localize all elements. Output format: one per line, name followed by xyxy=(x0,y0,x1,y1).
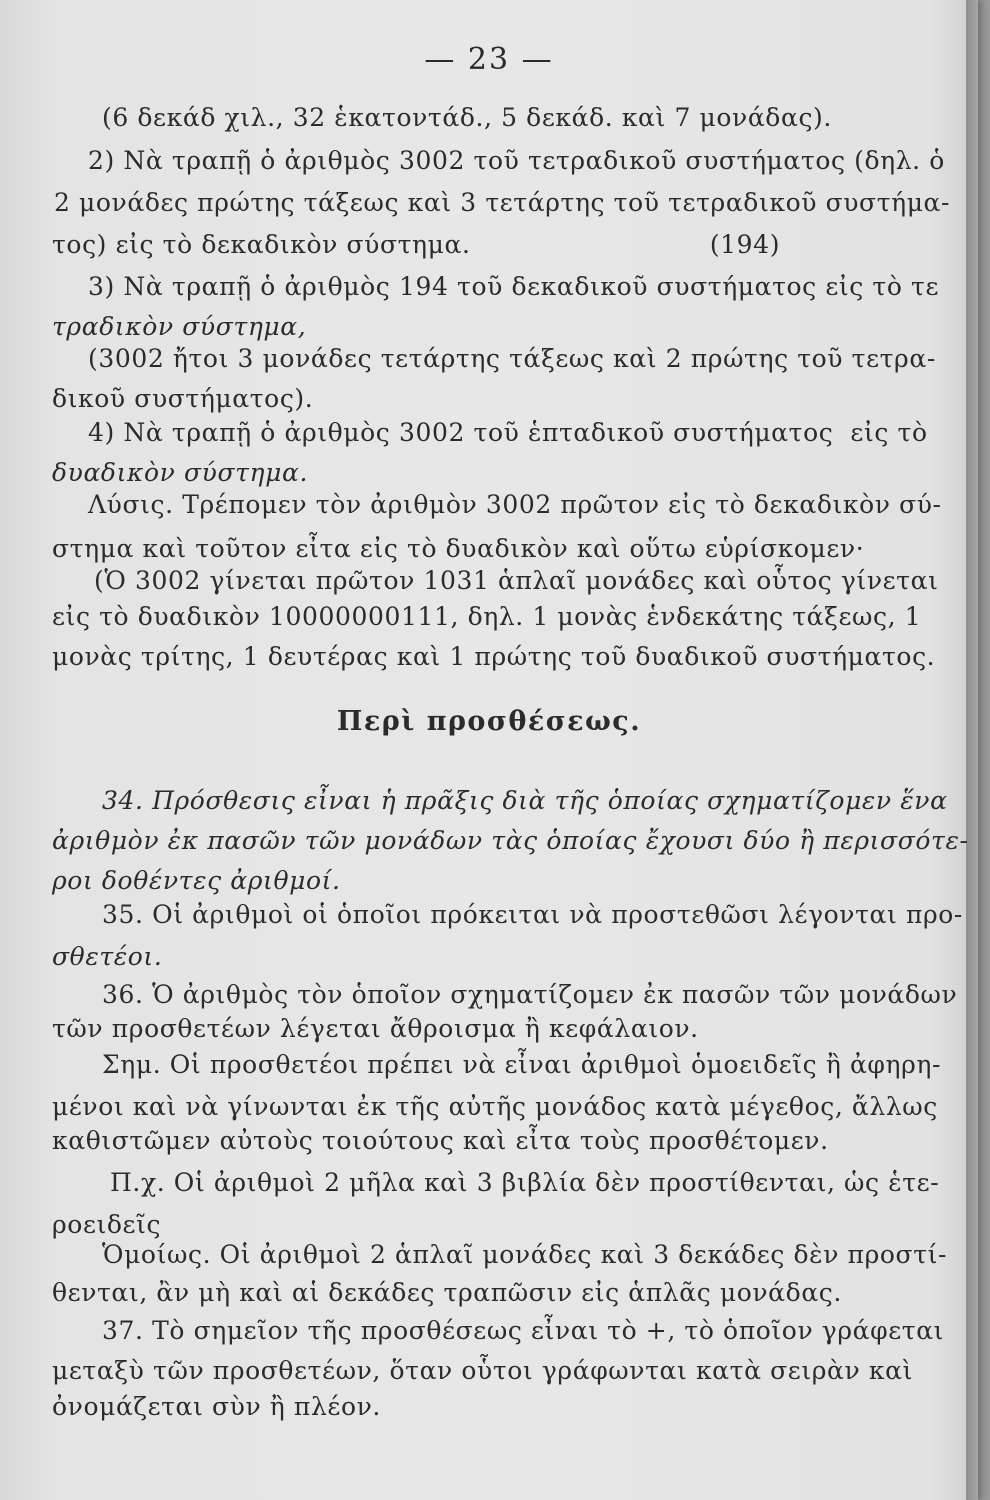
text-line: καθιστῶμεν αὐτοὺς τοιούτους καὶ εἶτα τοὺς προσθέτομεν. xyxy=(52,1126,829,1155)
text-line: ὀνομάζεται σὺν ἢ πλέον. xyxy=(52,1392,381,1421)
text-line: 4) Νὰ τραπῇ ὁ ἀριθμὸς 3002 τοῦ ἑπταδικοῦ συστήματος εἰς τὸ xyxy=(88,418,928,447)
page-edge-shadow xyxy=(966,0,978,1500)
text-line: Λύσις. Τρέπομεν τὸν ἀριθμὸν 3002 πρῶτον εἰς τὸ δεκαδικὸν σύ- xyxy=(88,490,942,519)
text-line: 3) Νὰ τραπῇ ὁ ἀριθμὸς 194 τοῦ δεκαδικοῦ συστήματος εἰς τὸ τε xyxy=(88,272,940,301)
text-line: ροι δοθέντες ἀριθμοί. xyxy=(52,866,341,895)
text-line: 34. Πρόσθεσις εἶναι ἡ πρᾶξις διὰ τῆς ὁποίας σχηματίζομεν ἕνα xyxy=(102,786,948,815)
text-line: εἰς τὸ δυαδικὸν 10000000111, δηλ. 1 μονὰς ἑνδεκάτης τάξεως, 1 xyxy=(52,602,922,631)
text-line: 35. Οἱ ἀριθμοὶ οἱ ὁποῖοι πρόκειται νὰ προστεθῶσι λέγονται προ- xyxy=(102,900,963,929)
page-number: — 23 — xyxy=(424,42,554,77)
text-line: δυαδικὸν σύστημα. xyxy=(52,458,308,487)
text-line: μονὰς τρίτης, 1 δευτέρας καὶ 1 πρώτης τοῦ δυαδικοῦ συστήματος. xyxy=(52,642,936,671)
text-line: θενται, ἂν μὴ καὶ αἱ δεκάδες τραπῶσιν εἰς ἁπλᾶς μονάδας. xyxy=(52,1278,842,1307)
text-line: ροειδεῖς xyxy=(52,1210,162,1239)
text-line: δικοῦ συστήματος). xyxy=(52,384,314,413)
text-line: Ὁμοίως. Οἱ ἀριθμοὶ 2 ἁπλαῖ μονάδες καὶ 3 δεκάδες δὲν προστί- xyxy=(102,1240,948,1269)
text-line: μεταξὺ τῶν προσθετέων, ὅταν οὗτοι γράφωνται κατὰ σειρὰν καὶ xyxy=(52,1356,913,1385)
text-line: 2 μονάδες πρώτης τάξεως καὶ 3 τετάρτης τοῦ τετραδικοῦ συστήμα- xyxy=(54,188,951,217)
text-line: τραδικὸν σύστημα, xyxy=(52,312,307,341)
text-line: (6 δεκάδ χιλ., 32 ἑκατοντάδ., 5 δεκάδ. καὶ 7 μονάδας). xyxy=(102,103,832,132)
text-line: (3002 ἤτοι 3 μονάδες τετάρτης τάξεως καὶ 2 πρώτης τοῦ τετρα- xyxy=(88,344,936,373)
text-line: 2) Νὰ τραπῇ ὁ ἀριθμὸς 3002 τοῦ τετραδικοῦ συστήματος (δηλ. ὁ xyxy=(88,146,945,175)
text-line: τῶν προσθετέων λέγεται ἄθροισμα ἢ κεφάλαιον. xyxy=(52,1014,699,1043)
text-line: Σημ. Οἱ προσθετέοι πρέπει νὰ εἶναι ἀριθμοὶ ὁμοειδεῖς ἢ ἀφηρη- xyxy=(102,1050,942,1079)
text-line: ἀριθμὸν ἐκ πασῶν τῶν μονάδων τὰς ὁποίας ἔχουσι δύο ἢ περισσότε- xyxy=(52,826,969,855)
text-line: τος) εἰς τὸ δεκαδικὸν σύστημα. (194) xyxy=(52,230,781,259)
text-line: Π.χ. Οἱ ἀριθμοὶ 2 μῆλα καὶ 3 βιβλία δὲν προστίθενται, ὡς ἑτε- xyxy=(110,1168,940,1197)
section-heading: Περὶ προσθέσεως. xyxy=(336,706,642,737)
text-line: σθετέοι. xyxy=(52,942,163,971)
text-line: (Ὁ 3002 γίνεται πρῶτον 1031 ἁπλαῖ μονάδες καὶ οὗτος γίνεται xyxy=(94,566,939,595)
text-line: στημα καὶ τοῦτον εἶτα εἰς τὸ δυαδικὸν καὶ οὕτω εὑρίσκομεν· xyxy=(52,534,865,563)
text-line: μένοι καὶ νὰ γίνωνται ἐκ τῆς αὐτῆς μονάδος κατὰ μέγεθος, ἄλλως xyxy=(52,1092,938,1121)
text-line: 37. Τὸ σημεῖον τῆς προσθέσεως εἶναι τὸ +, τὸ ὁποῖον γράφεται xyxy=(102,1316,945,1345)
text-line: 36. Ὁ ἀριθμὸς τὸν ὁποῖον σχηματίζομεν ἐκ πασῶν τῶν μονάδων xyxy=(102,980,958,1009)
